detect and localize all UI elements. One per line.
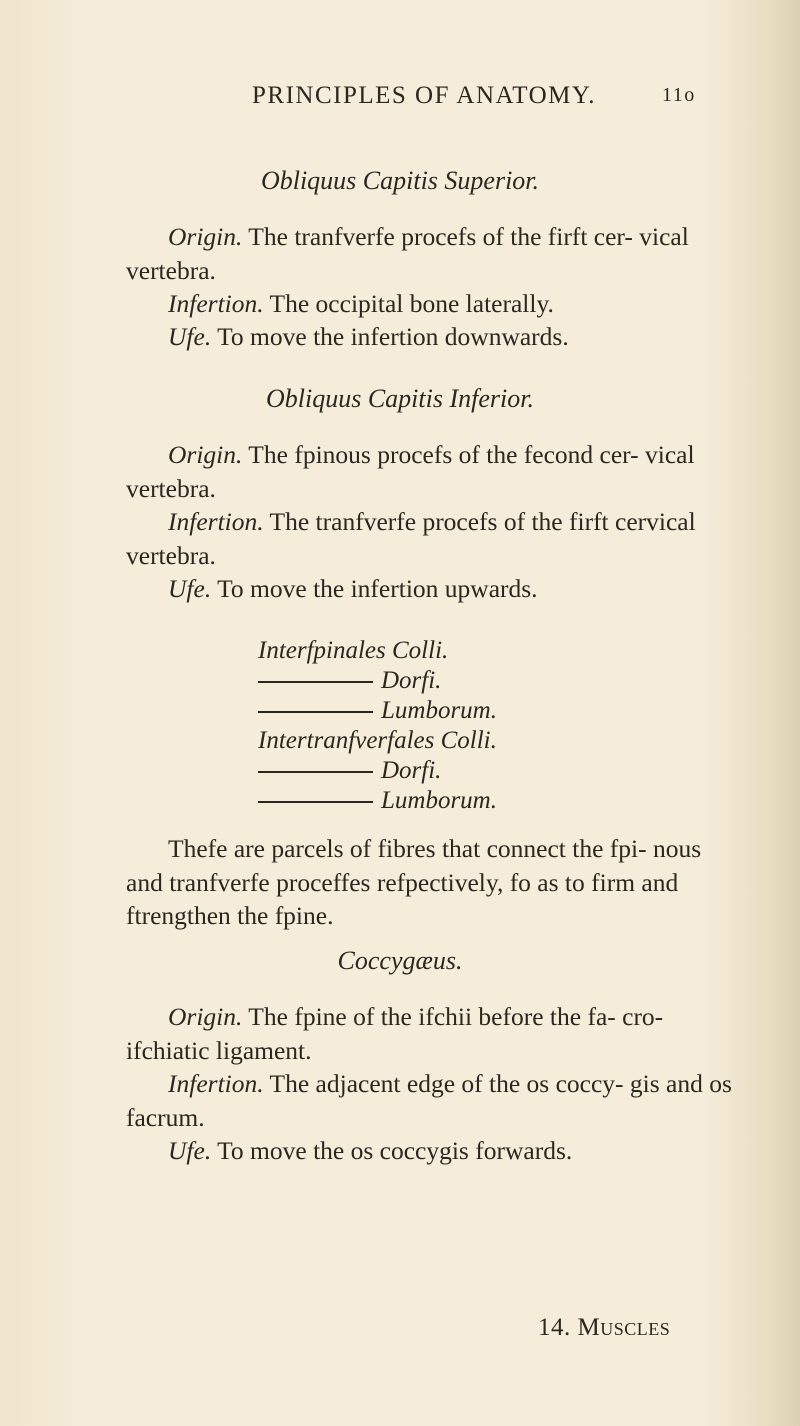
origin-text: The fpine of the ifchii before the fa- cro-ifchiatic ligament. bbox=[126, 1002, 664, 1065]
use-label: Ufe. bbox=[168, 574, 212, 603]
list-item: Interfpinales Colli. bbox=[258, 637, 449, 664]
list-item: Dorfi. bbox=[258, 756, 678, 786]
ditto-dash bbox=[258, 711, 373, 713]
origin-paragraph-3 bbox=[126, 1000, 738, 1067]
use-text: To move the os coccygis forwards. bbox=[211, 1136, 573, 1165]
origin-label: Origin. bbox=[168, 1002, 243, 1031]
muscle-list bbox=[258, 636, 678, 816]
insertion-paragraph-2 bbox=[126, 505, 738, 572]
list-item: Dorfi. bbox=[258, 666, 678, 696]
catchword: 14. Muscles bbox=[538, 1314, 671, 1341]
insertion-text: The occipital bone laterally. bbox=[263, 289, 554, 318]
page-number: 11o bbox=[662, 84, 696, 106]
insertion-label: Infertion. bbox=[168, 507, 264, 536]
use-paragraph-3 bbox=[126, 1134, 738, 1168]
ditto-dash bbox=[258, 801, 373, 803]
use-text: To move the infertion downwards. bbox=[211, 322, 569, 351]
ditto-dash bbox=[258, 771, 373, 773]
use-label: Ufe. bbox=[168, 1136, 212, 1165]
list-item: Intertranfverfales Colli. bbox=[258, 727, 497, 754]
origin-paragraph-2 bbox=[126, 438, 738, 505]
origin-text: The fpinous procefs of the fecond cer- vical vertebra. bbox=[126, 440, 695, 503]
use-paragraph-2 bbox=[126, 572, 738, 606]
insertion-paragraph-1 bbox=[126, 287, 738, 321]
insertion-text: The tranfverfe procefs of the firft cervical vertebra. bbox=[126, 507, 696, 570]
origin-paragraph-1 bbox=[126, 220, 738, 287]
insertion-text: The adjacent edge of the os coccy- gis and os facrum. bbox=[126, 1069, 732, 1132]
use-label: Ufe. bbox=[168, 322, 212, 351]
list-item: Lumborum. bbox=[258, 696, 678, 726]
running-title: PRINCIPLES OF ANATOMY. bbox=[252, 82, 596, 109]
section-heading-coccygaeus: Coccygæus. bbox=[337, 946, 463, 975]
running-header bbox=[252, 82, 712, 110]
use-text: To move the infertion upwards. bbox=[211, 574, 538, 603]
ditto-dash bbox=[258, 681, 373, 683]
insertion-label: Infertion. bbox=[168, 1069, 264, 1098]
use-paragraph-1 bbox=[126, 320, 738, 354]
insertion-label: Infertion. bbox=[168, 289, 264, 318]
origin-label: Origin. bbox=[168, 440, 243, 469]
section-heading-obliquus-superior: Obliquus Capitis Superior. bbox=[260, 166, 540, 195]
insertion-paragraph-3 bbox=[126, 1067, 738, 1134]
list-item: Lumborum. bbox=[258, 786, 678, 816]
section-heading-obliquus-inferior: Obliquus Capitis Inferior. bbox=[266, 384, 534, 413]
origin-label: Origin. bbox=[168, 222, 243, 251]
origin-text: The tranfverfe procefs of the firft cer- vical vertebra. bbox=[126, 222, 689, 285]
explanatory-paragraph: Thefe are parcels of fibres that connect the fpi- nous and tranfverfe proceffes refpectively, fo as to firm and ftrengthen the fpine. bbox=[126, 834, 702, 930]
